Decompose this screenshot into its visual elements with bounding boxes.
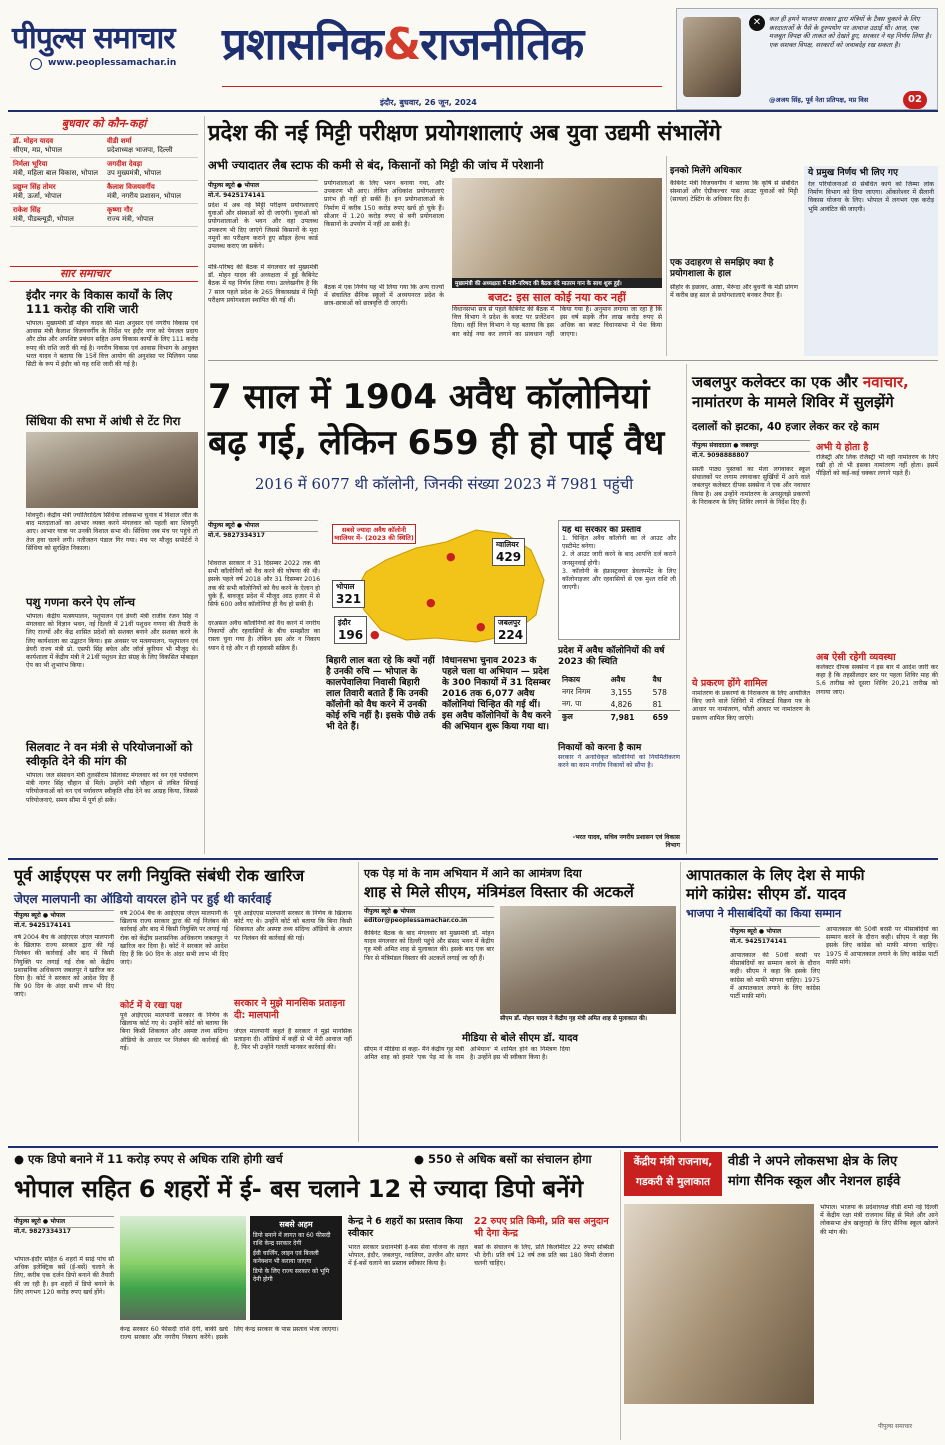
- column-rule: [358, 862, 359, 1142]
- mobile-number: मो.नं. 9098888807: [692, 452, 749, 459]
- story-headline: इंदौर नगर के विकास कार्यों के लिए 111 करोड़ की राशि जारी: [26, 288, 173, 316]
- city-label-bhopal: भोपाल 321: [332, 580, 365, 608]
- vd-headline: वीडी ने अपने लोकसभा क्षेत्र के लिए मांगा सैनिक स्कूल और नेशनल हाईवे: [728, 1154, 901, 1189]
- shah-body: सीएम ने मीडिया से कहा- मैंने केंद्रीय गृह मंत्री अमित शाह को हमारे 'एक पेड़ मां के नाम अभियान' में शामिल होने का निमंत्रण दिया है। उन्होंने इस भी स्वीकार किया है।: [364, 1046, 570, 1062]
- contacts-grid: [10, 134, 198, 227]
- vd-body: भोपाल। भाजपा के प्रदेशाध्यक्ष वीडी शर्मा नई दिल्ली में केंद्रीय रक्षा मंत्री राजनाथ सिंह से मिले और आने लोकसभा क्षेत्र खजुराहो के लिए सैनिक स्कूल खोलने की मांग की।: [820, 1204, 938, 1236]
- congress-headline: आपातकाल के लिए देश से माफी मांगे कांग्रेस: सीएम डॉ. यादव: [686, 866, 865, 903]
- saar-heading: सार समाचार: [60, 267, 110, 280]
- map-infographic: [326, 520, 552, 650]
- map-pin-icon: ●: [370, 628, 380, 641]
- ias-body: वर्ष 2004 बैच के आईएएस जेएल मालपानी के खिलाफ राज्य सरकार द्वारा की गई निलंबन की कार्रवाई और बाद में किसी नियुक्ति पर लगाई गई रोक को केंद्रीय प्रशासनिक अधिकरण जबलपुर ने खारिज कर दिया है। कोर्ट ने सरकार को आदेश दिए हैं कि 90 दिन के अंदर सभी लाभ भी दिए जाएं।: [120, 910, 228, 967]
- table-heading: प्रदेश में अवैध कॉलोनियों की वर्ष 2023 की स्थिति: [558, 646, 665, 667]
- lead-headline: प्रदेश की नई मिट्टी परीक्षण प्रयोगशालाएं अब युवा उद्यमी संभालेंगे: [208, 121, 721, 146]
- contact-item: जगदीश देवड़ा उप मुख्यमंत्री, भोपाल: [104, 158, 198, 181]
- column-rule: [680, 862, 681, 1142]
- jabalpur-body: रजिस्ट्री और लिंक रजिस्ट्री भी वहीं नामांतरण के लिए रखी हो तो भी इसका नामांतरण नहीं होता। इसमें पीड़ितों को कई-कई चक्कर लगाने पड़ते हैं।: [816, 454, 938, 478]
- table-cell: 7,981: [610, 712, 635, 722]
- cabinet-photo: [452, 178, 662, 278]
- byline: पीपुल्स ब्यूरो ● भोपाल: [364, 906, 494, 918]
- jabalpur-body: नामांतरण के प्रकरणों के निराकरण के लिए आयोजित किए जाने वाले शिविरों में रजिस्टर्ड विक्रय पत्र के आधार पर नामांतरण, फौती आधार पर नामांतरण के प्रकरण शामिल किए जाएंगे।: [692, 690, 810, 722]
- city-label-gwalior: ग्वालियर 429: [492, 538, 525, 566]
- shah-kicker: एक पेड़ मां के नाम अभियान में आने का आमंत्रण दिया: [364, 867, 582, 880]
- table-header: अवैध: [610, 675, 626, 684]
- lead-body: बैठक में एक निर्णय यह भी लिया गया कि अन्य राज्यों में संचालित सैनिक स्कूलों में अध्ययनरत प्रदेश के छात्र-छात्राओं को छात्रवृत्ति दी जाएगी।: [324, 284, 444, 308]
- right-heading: इनको मिलेंगे अधिकार: [670, 166, 742, 176]
- rajnath-banner: केंद्रीय मंत्री राजनाथ, गडकरी से मुलाकात: [624, 1152, 722, 1196]
- lead-subhead: अभी ज्यादातर लैब स्टाफ की कमी से बंद, किसानों को मिट्टी की जांच में परेशानी: [208, 158, 544, 172]
- contact-item: कैलाश विजयवर्गीय मंत्री, नगरीय प्रशासन, भोपाल: [104, 181, 198, 204]
- contact-item: डॉ. मोहन यादव सीएम, मप्र, भोपाल: [10, 135, 104, 158]
- photo-caption: सीएम डॉ. मोहन यादव ने केंद्रीय गृह मंत्री अमित शाह से मुलाकात की।: [500, 1016, 648, 1022]
- bus-kicker: ● एक डिपो बनाने में 11 करोड़ रुपए से अधिक राशि होगी खर्च: [14, 1152, 283, 1166]
- lead-body: मंत्रि-परिषद की बैठक में मंगलवार को मुख्यमंत्री डॉ. मोहन यादव की अध्यक्षता में हुई कैबिनेट बैठक में यह निर्णय लिया गया। उल्लेखनीय है कि 7 साल पहले प्रदेश के 265 विकासखंड में मिट्टी परीक्षण प्रयोगशाला स्थापित की गई थीं।: [208, 264, 318, 304]
- table-row: [558, 698, 680, 711]
- mobile-number: मो.नं. 9425174141: [14, 922, 71, 929]
- jabalpur-headline: जबलपुर कलेक्टर का एक और नवाचार, नामांतरण के मामले शिविर में सुलझेंगे: [692, 373, 909, 411]
- right-heading: ये प्रमुख निर्णय भी लिए गए: [808, 168, 898, 178]
- main-body: दरअसल अवैध कॉलोनियों को वैध करने में नगरीय निकायों और रहवासियों के बीच समझौता का रास्ता चुना गया है। लेकिन इस ओर न निकाय ध्यान दे रहे और न ही रहवासी सक्रिय हैं।: [208, 620, 320, 652]
- byline: पीपुल्स ब्यूरो ● भोपाल: [14, 1216, 114, 1228]
- shah-photo: [500, 906, 676, 1014]
- quote-box: [676, 8, 938, 110]
- story-body: भोपाल। जल संसाधन मंत्री तुलसीराम सिलावट मंगलवार को वन एवं पर्यावरण मंत्री नागर सिंह चौहान से मिले। उन्होंने मंत्री चौहान से लंबित सिंचाई परियोजनाओं को वन एवं पर्यावरण स्वीकृति शीघ्र देने का आग्रह किया, जिससे परियोजनाएं, समय सीमा में पूर्ण हो सकें।: [26, 772, 198, 804]
- proposal-item: 1. चिन्हित अवैध कॉलोनी का ले आउट और एस्टीमेट बनेगा।: [562, 535, 676, 551]
- section-rule: [8, 1146, 938, 1148]
- map-pin-icon: ●: [426, 596, 436, 609]
- meeting-photo: [624, 1204, 814, 1404]
- congress-body: आपातकाल की 50वीं बरसी पर मीसाबंदियों का सम्मान करने के दौरान कही। सीएम ने कहा कि इसके लिए कांग्रेस को माफी मांगना चाहिए। 1975 में आपातकाल लगाने के लिए कांग्रेस पार्टी माफ़ी मांगे।: [730, 952, 820, 1001]
- table-cell: 81: [652, 699, 663, 709]
- proposal-item: 2. ले आउट जारी करने के बाद आपत्ति दर्ज कराने जनसुनवाई होगी।: [562, 551, 676, 567]
- city-label-indore: इंदौर 196: [334, 616, 367, 644]
- byline: पीपुल्स ब्यूरो ● भोपाल: [730, 926, 820, 938]
- byline: पीपुल्स संवाददाता ● जबलपुर: [692, 440, 810, 452]
- contact-item: प्रद्युम्न सिंह तोमर मंत्री, ऊर्जा, भोपाल: [10, 181, 104, 204]
- key-point: ईवी चार्जिंग, लाइन एवं बिजली कनेक्शन भी कराया जाएगा: [253, 1250, 319, 1265]
- globe-icon: [30, 58, 42, 70]
- column-rule: [666, 156, 667, 356]
- jabalpur-heading: ये प्रकरण होंगे शामिल: [692, 678, 768, 689]
- table-row: [558, 686, 680, 698]
- key-points-box: [250, 1216, 342, 1320]
- mobile-number: मो.नं. 9425174141: [208, 192, 265, 199]
- table-cell: 659: [652, 712, 669, 722]
- nikay-heading: निकायों को करना है काम: [558, 743, 642, 753]
- proposal-box: [558, 520, 680, 640]
- tent-photo: [26, 432, 198, 508]
- table-header-row: [558, 674, 680, 686]
- contact-item: कृष्णा गौर राज्य मंत्री, भोपाल: [104, 204, 198, 227]
- table-header: निकाय: [562, 675, 581, 684]
- quote-attribution: @अजय सिंह, पूर्व नेता प्रतिपक्ष, मप्र विस: [769, 96, 869, 104]
- right-body: कैबिनेट मंत्री विजयवर्गीय ने बताया कि कृषि से संबंधित संस्थाओं और ऐग्रीकल्चर पास आउट युवाओं को मिट्टी (सायल) टेस्टिंग के अधिकार दिए हैं।: [670, 180, 798, 204]
- jabalpur-subhead: दलालों को झटका, 40 हजार लेकर कर रहे काम: [692, 421, 880, 433]
- ias-headline: पूर्व आईएएस पर लगी नियुक्ति संबंधी रोक खारिज: [14, 866, 305, 885]
- body-filler: [326, 656, 436, 852]
- right-heading: एक उदाहरण से समझिए क्या है प्रयोगशाला के हाल: [670, 258, 774, 279]
- x-logo-icon[interactable]: ✕: [749, 15, 765, 31]
- story-body: शिवपुरी। केंद्रीय मंत्री ज्योतिरादित्य सिंधिया लोकसभा चुनाव में विशाल जीत के बाद मतदाताओं का आभार व्यक्त करने मंगलवार को पहली बार शिवपुरी आए। आभार यात्रा पर उनकी विशाल सभा थी। सिंधिया जब मंच पर पहुंचे तो तेज हवा चलने लगी। नतीजतन पंडाल गिर गया। मंच पर मौजूद सपोर्टरों ने सिंधिया को सुरक्षित निकाला।: [26, 512, 198, 552]
- table-cell: नगर निगम: [562, 687, 591, 696]
- masthead-rule: [8, 110, 938, 112]
- proposal-heading: यह था सरकार का प्रस्ताव: [562, 525, 641, 535]
- right-body: सीहोर के इछावर, आष्टा, भैरूंदा और बुधनी के मंडी प्रांगण में करीब छह साल से प्रयोगशालाएं बनकर तैयार हैं।: [670, 284, 798, 300]
- email[interactable]: editor@peoplessamachar.co.in: [364, 917, 468, 924]
- page-number: 02: [903, 91, 927, 109]
- ias-subhead: जेएल मालपानी का ऑडियो वायरल होने पर हुई थी कार्रवाई: [14, 892, 272, 906]
- colony-table: [558, 674, 680, 723]
- bus-body: केन्द्र सरकार 60 फीसदी राशि देगी, बाकी खर्च राज्य सरकार और नगरीय निकाय करेंगे। इसके लिए केन्द्र सरकार के पास प्रस्ताव भेजा जाएगा।: [120, 1326, 339, 1342]
- main-body: शिवराज सरकार ने 31 दिसम्बर 2022 तक की सभी कॉलोनियों को वैध करने की घोषणा की थी। इसके पहले वर्ष 2018 और 31 दिसम्बर 2016 तक की सभी कॉलोनियों को वैध करने के ऐलान हो चुके हैं, बावजूद प्रदेश में मौजूद आठ हजार में से सिर्फ 600 अवैध कॉलोनियां ही वैध हो सकी हैं।: [208, 560, 320, 609]
- mobile-number: मो.नं. 9425174141: [730, 938, 787, 945]
- divider: [208, 360, 938, 361]
- story-body: भोपाल। मुख्यमंत्री डॉ मोहन यादव की मंशा अनुसार एवं नगरीय विकास एवं आवास मंत्री कैलाश विजयवर्गीय के निर्देश पर इंदौर नगर को पेयजल प्रदाय और ठोस और अपशिष्ट प्रबंधन सहित अन्य विकास कार्यों के लिए 111 करोड़ रुपए की राशि जारी की गई है। नगरीय विकास एवं आवास विभाग के आयुक्त भरत यादव ने बताया कि 15वें वित्त आयोग की अनुशंसा पर मिलियन प्लस सिटी के रूप में इंदौर को यह राशि जारी की गई है।: [26, 320, 198, 369]
- byline: पीपुल्स ब्यूरो ● भोपाल: [14, 910, 114, 922]
- table-cell: 3,155: [610, 687, 633, 697]
- table-cell: नग. पा: [562, 699, 582, 708]
- contact-item: निर्मला भूरिया मंत्री, महिला बाल विकास, भोपाल: [10, 158, 104, 181]
- column-rule: [204, 116, 205, 854]
- byline: पीपुल्स ब्यूरो ● भोपाल: [208, 520, 318, 532]
- bus-headline: भोपाल सहित 6 शहरों में ई- बस चलाने 12 से ज्यादा डिपो बनेंगे: [14, 1175, 584, 1203]
- section-title: प्रशासनिक&राजनीतिक: [222, 19, 584, 70]
- table-cell: कुल: [562, 712, 573, 721]
- decisions-box: [804, 166, 938, 356]
- congress-body: आपातकाल की 50वीं बरसी पर मीसाबंदियों का सम्मान करने के दौरान कही। सीएम ने कहा कि इसके लिए कांग्रेस को माफी मांगना चाहिए। 1975 में आपातकाल लगाने के लिए कांग्रेस पार्टी माफ़ी मांगे।: [826, 926, 938, 966]
- bus-heading: 22 रुपए प्रति किमी, प्रति बस अनुदान भी देगा केन्द्र: [474, 1216, 609, 1239]
- bus-body: भोपाल-इंदौर सहित 6 शहरों में साढ़े पांच सौ अधिक इलेक्ट्रिक बसें (ई-बसें) चलाने के लिए, करीब एक दर्जन डिपो बनाने की तैयारी की जा रही है। इन शहरों में डिपो बनाने के लिए लगभग 120 करोड़ रुपए खर्च होंगे।: [14, 1256, 114, 1296]
- key-points-title: सबसे अहम: [279, 1220, 313, 1229]
- story-headline: सिंधिया की सभा में आंधी से टेंट गिरा: [26, 414, 181, 428]
- main-deck: 2016 में 6077 थी कॉलोनी, जिनकी संख्या 2023 में 7981 पहुंची: [254, 475, 634, 493]
- story-headline: पशु गणना करने ऐप लॉन्च: [26, 595, 136, 609]
- key-point: डिपो बनाने में लागत का 60 फीसदी राशि केन्द्र सरकार देगी: [253, 1232, 331, 1247]
- table-cell: 578: [652, 687, 667, 697]
- jabalpur-heading: अब ऐसी रहेगी व्यवस्था: [816, 652, 896, 663]
- column-rule: [620, 1150, 621, 1440]
- shah-body: कैबिनेट बैठक के बाद मंगलवार को मुख्यमंत्री डॉ. मोहन यादव मंगलवार को दिल्ली पहुंचे और संसद भवन में केंद्रीय गृह मंत्री अमित शाह से मुलाकात की। इसके बाद एक बार फिर से मंत्रिमंडल विस्तार की अटकलें लगाई जा रही हैं।: [364, 930, 494, 962]
- ias-body: जेएल मालपानी कहते हैं सरकार ने मुझे मानसिक प्रताड़ना दी। ऑडियो में कहीं से भी मेरी आवाज नहीं है, फिर भी उन्होंने गलती मानकर कार्रवाई की।: [234, 1028, 352, 1052]
- jabalpur-heading: अभी ये होता है: [816, 442, 869, 453]
- story-body: भोपाल। केंद्रीय मत्स्यपालन, पशुपालन एवं डेयरी मंत्री राजीव रंजन सिंह ने मंगलवार को विज्ञान भवन, नई दिल्ली में 21वीं पशुधन गणना की तैयारी के लिए राज्यों और केंद्र शासित प्रदेशों को सशक्त बनाने और सशक्त करने के लिए कार्यशाला का उद्घाटन किया। इस अवसर पर मत्स्यपालन, पशुपालन एवं डेयरी राज्य मंत्री प्रो. एसपी सिंह बघेल और जॉर्ज कुरियन भी मौजूद थे। कार्यशाला में केंद्रीय मंत्री ने 21वीं पशुधन डेटा संग्रह के लिए विकसित मोबाइल ऐप का भी शुभारंभ किया।: [26, 613, 198, 670]
- map-pin-icon: ●: [476, 620, 486, 633]
- footer-label: पीपुल्स समाचार: [878, 1423, 913, 1430]
- saar-heading-bar: [10, 266, 198, 282]
- right-body: रेल परियोजनाओं से संबंधित कार्य को जिम्मा लोक निर्माण विभाग को दिया जाएगा। ओंकारेश्वर में सैलानी विकास योजना के लिए। भोपाल में लगभग एक करोड़ भूमि आवंटित की जाएगी।: [808, 181, 934, 213]
- nikay-body: सरकार ने अनाधिकृत कॉलोनियों को नियमितीकरण करने का काम नगरीय निकायों को सौंपा है।: [558, 754, 680, 770]
- table-row: [558, 711, 680, 724]
- ias-body: वर्ष 2004 बैच के आईएएस जेएल मालपानी के खिलाफ राज्य सरकार द्वारा की गई निलंबन की कार्रवाई और बाद में किसी नियुक्ति पर लगाई गई रोक को केंद्रीय प्रशासनिक अधिकरण जबलपुर ने खारिज कर दिया है। कोर्ट ने सरकार को आदेश दिए हैं कि 90 दिन के अंदर सभी लाभ भी दिए जाएं।: [14, 934, 114, 999]
- jabalpur-body: सस्ती पाठ्य पुस्तकों का मेला लगवाकर स्कूल संचालकों पर लगाम लगवाकर सुर्खियों में आने वाले जबलपुर कलेक्टर दीपक सक्सेना ने एक और नवाचार किया है। अब उन्होंने नामांतरण के अनसुलझे प्रकरणों के निराकरण के लिए शिविर लगाने के निर्देश दिए हैं।: [692, 466, 810, 506]
- dateline: इंदौर, बुधवार, 26 जून, 2024: [380, 98, 477, 107]
- subhead: विधानसभा चुनाव 2023 के पहले चला था अभियान — प्रदेश के 300 निकायों में 31 दिसम्बर 2016 तक 6,077 अवैध कॉलोनियां चिन्हित की गई थीं। इस अवैध कॉलोनियों के वैध करने की अभियान शुरू किया गया था।: [442, 656, 552, 732]
- main-headline: 7 साल में 1904 अवैध कॉलोनियां बढ़ गई, लेकिन 659 ही हो पाई वैध: [208, 377, 665, 463]
- ias-body: पूर्व आईएएस मालपानी सरकार के निर्णय के खिलाफ कोर्ट गए थे। उन्होंने कोर्ट को बताया कि बिना किसी शिकायत और अस्पष्ट तथ्य संदिग्ध ऑडियो के आधार पर निलंबन की कार्रवाई की गई।: [120, 1012, 228, 1052]
- table-header: वैध: [652, 675, 662, 684]
- jabalpur-body: कलेक्टर दीपक सक्सेना ने इस बार में आदेश जारी कर कहा है कि तहसीलदार स्तर पर पहला शिविर माह की 5,6 तारीख को दूसरा शिविर 20,21 तारीख को लगाया जाए।: [816, 664, 938, 696]
- column-rule: [686, 364, 687, 854]
- proposal-item: 3. कॉलोनी के इंफ्रास्ट्रक्चर डेवलपमेंट के लिए कॉलोनाइजर और रहवासियों से एक मुश्त राशि ली जाएगी।: [562, 567, 676, 592]
- lead-body: प्रयोगशालाओं के लिए भवन बनाया गया, और उपकरण भी आए। लेकिन अधिकांश प्रयोगशालाएं प्रारंभ ही नहीं हो सकीं हैं। इन प्रयोगशालाओं के निर्माण में करीब 150 करोड़ रुपए खर्च हो चुके हैं। सीआर में 1.20 करोड़ रुपए से बनी प्रयोगशाला किसानों के उपयोग में नहीं आ सकी है।: [324, 180, 444, 229]
- subhead: बिहारी लाल बता रहे कि क्यों नहीं है उनकी रुचि — भोपाल के कालपेवालिया निवासी बिहारी लाल तिवारी बताते हैं कि उनकी कॉलोनी को वैध करने में उनकी कोई रुचि नहीं है। इसके पीछे तर्क भी देते हैं।: [326, 656, 436, 732]
- photo-caption: मुख्यमंत्री की अध्यक्षता में मंत्री-परिषद की बैठक वंदे मातरम गान के साथ शुरू हुई।: [452, 278, 662, 288]
- contacts-heading: बुधवार को कौन-कहां: [61, 117, 147, 130]
- shah-headline: शाह से मिले सीएम, मंत्रिमंडल विस्तार की अटकलें: [364, 883, 634, 901]
- section-rule: [8, 858, 938, 860]
- bus-body: भारत सरकार प्रधानमंत्री ई-बस सेवा योजना के तहत भोपाल, इंदौर, जबलपुर, ग्वालियर, उज्जैन और सागर में ई-बसें चलाने का प्रस्ताव स्वीकार किया है।: [348, 1244, 468, 1268]
- story-headline: सिलवाट ने वन मंत्री से परियोजनाओं को स्वीकृति देने की मांग की: [26, 740, 193, 768]
- ebus-photo: [120, 1216, 246, 1320]
- divider: [222, 86, 662, 87]
- shah-sub: मीडिया से बोले सीएम डॉ. यादव: [461, 1033, 578, 1044]
- website-link[interactable]: www.peoplessamachar.in: [48, 58, 177, 68]
- ias-heading: कोर्ट में ये रखा पक्ष: [120, 1001, 182, 1011]
- key-point: डिपो के लिए राज्य सरकार को भूमि देनी होगी: [253, 1268, 330, 1283]
- table-cell: 4,826: [610, 699, 633, 709]
- budget-heading: बजट: इस साल कोई नया कर नहीं: [452, 290, 662, 306]
- ias-heading: सरकार ने मुझे मानसिक प्रताड़ना दी: मालपानी: [234, 998, 346, 1021]
- nikay-attribution: -भरत यादव, सचिव नगरीय प्रशासन एवं विकास विभाग: [572, 834, 680, 850]
- bus-heading: केन्द्र ने 6 शहरों का प्रस्ताव किया स्वीकार: [348, 1216, 463, 1239]
- author-photo: [683, 17, 741, 97]
- contact-item: राकेश सिंह मंत्री, पीडब्ल्यूडी, भोपाल: [10, 204, 104, 227]
- congress-subhead: भाजपा ने मीसाबंदियों का किया सम्मान: [686, 907, 842, 920]
- map-pin-icon: ●: [446, 550, 456, 563]
- lead-body: प्रदेश में अब नई मिट्टी परीक्षण प्रयोगशालाएं युवाओं और संस्थाओं को दी जाएंगी। युवाओं को प्रयोगशालाओं के भवन और वहां उपलब्ध उपकरण भी दिए जाएंगे जिससे किसानों के मृदा नमूनों का परीक्षण कराने हुए सॉइल हेल्थ कार्ड उपलब्ध कराए जा सकेंगे।: [208, 202, 318, 251]
- city-label-jabalpur: जबलपुर 224: [494, 616, 527, 644]
- byline: पीपुल्स ब्यूरो ● भोपाल: [208, 180, 318, 192]
- quote-text: कल ही हमने भाजपा सरकार द्वारा मंत्रियों के टैक्स चुकाने के लिए करदाताओं के पैसे के दुरुपयोग पर आवाज उठाई थी। आज, एक मजबूत विपक्ष की ताकत को देखते हुए, सरकार ने यह निर्णय लिया है। एक सशक्त विपक्ष, सरकारों को जवाबदेह रख सकता है।: [769, 15, 932, 49]
- budget-body: विधानसभा सत्र से पहले कैबिनेट की बैठक में वित्त विभाग ने प्रदेश के बजट पर प्रजेंटेशन दिया। वहीं वित्त विभाग ने यह बताया कि इस बार कोई नया कर लगाने का प्रावधान नहीं किया गया है। अनुमान लगाया जा रहा है कि इस वर्ष सड़कें तीन लाख करोड़ रुपए से अधिक का बजट विधानसभा में पेश किया जाएगा।: [452, 306, 662, 338]
- mobile-number: मो.नं. 9827334317: [208, 532, 265, 539]
- ias-body: पूर्व आईएएस मालपानी सरकार के निर्णय के खिलाफ कोर्ट गए थे। उन्होंने कोर्ट को बताया कि बिना किसी शिकायत और अस्पष्ट तथ्य संदिग्ध ऑडियो के आधार पर निलंबन की कार्रवाई की गई।: [234, 910, 352, 942]
- map-heading: सबसे ज्यादा अवैध कॉलोनी ग्वालियर में- (2023 की स्थिति): [332, 524, 416, 544]
- mobile-number: मो.नं. 9827334317: [14, 1228, 71, 1235]
- contact-item: वीडी शर्मा प्रदेशाध्यक्ष भाजपा, दिल्ली: [104, 135, 198, 158]
- bus-kicker: ● 550 से अधिक बसों का संचालन होगा: [414, 1152, 592, 1166]
- bus-body: बसों के संचालन के लिए, प्रति किलोमीटर 22 रुपए सब्सिडी भी देगी। प्रति वर्ष 12 वर्ष तक प्रति बस 180 किमी रोजाना चलनी चाहिए।: [474, 1244, 614, 1268]
- contacts-box: [10, 116, 198, 227]
- brand-logo: पीपुल्स समाचार: [12, 21, 175, 56]
